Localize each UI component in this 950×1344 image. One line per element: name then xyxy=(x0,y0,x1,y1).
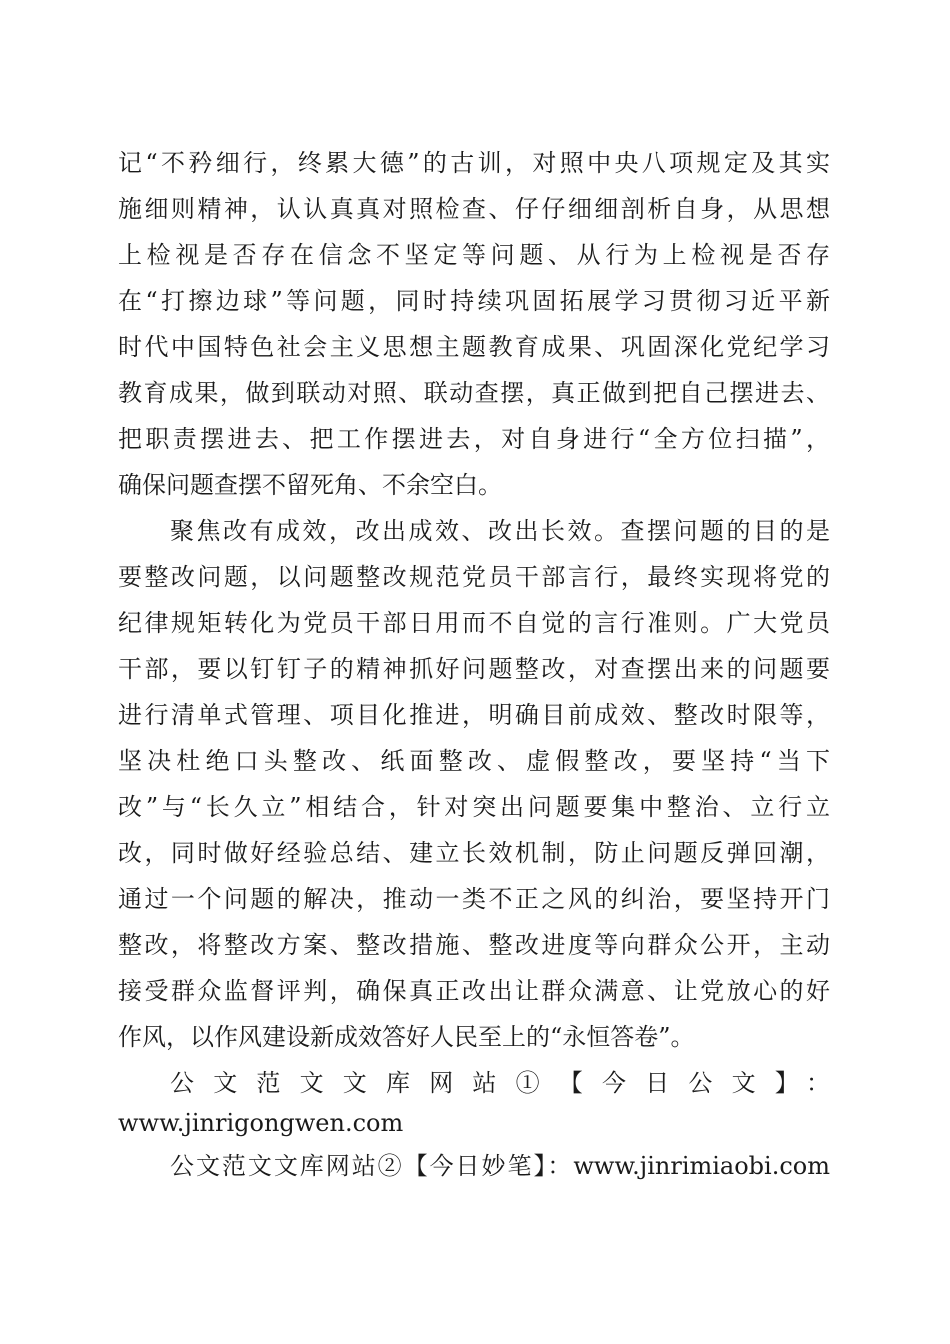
paragraph-line: 干部，要以钉钉子的精神抓好问题整改，对查摆出来的问题要 xyxy=(118,655,830,683)
paragraph-line: 通过一个问题的解决，推动一类不正之风的纠治，要坚持开门 xyxy=(118,885,830,913)
paragraph-line: 要整改问题，以问题整改规范党员干部言行，最终实现将党的 xyxy=(118,563,830,591)
website-label-1: 公文范文文库网站①【今日公文】： xyxy=(170,1069,830,1097)
paragraph-line: 把职责摆进去、把工作摆进去，对自身进行“全方位扫描”， xyxy=(118,425,830,453)
website-line-2: 公文范文文库网站②【今日妙笔】：www.jinrimiaobi.com xyxy=(170,1152,830,1180)
paragraph-line: 施细则精神，认认真真对照检查、仔仔细细剖析自身，从思想 xyxy=(118,195,830,223)
paragraph-line: 教育成果，做到联动对照、联动查摆，真正做到把自己摆进去、 xyxy=(118,379,830,407)
paragraph-line: 上检视是否存在信念不坚定等问题、从行为上检视是否存 xyxy=(118,241,830,269)
paragraph-line: 接受群众监督评判，确保真正改出让群众满意、让党放心的好 xyxy=(118,977,830,1005)
website-url-1: www.jinrigongwen.com xyxy=(118,1109,404,1137)
paragraph-line: 整改，将整改方案、整改措施、整改进度等向群众公开，主动 xyxy=(118,931,830,959)
paragraph-line: 聚焦改有成效，改出成效、改出长效。查摆问题的目的是 xyxy=(170,517,830,545)
paragraph-line: 进行清单式管理、项目化推进，明确目前成效、整改时限等， xyxy=(118,701,830,729)
paragraph-line: 记“不矜细行，终累大德”的古训，对照中央八项规定及其实 xyxy=(118,149,830,177)
paragraph-line: 纪律规矩转化为党员干部日用而不自觉的言行准则。广大党员 xyxy=(118,609,830,637)
paragraph-line: 坚决杜绝口头整改、纸面整改、虚假整改，要坚持“当下 xyxy=(118,747,830,775)
paragraph-line: 改”与“长久立”相结合，针对突出问题要集中整治、立行立 xyxy=(118,793,830,821)
paragraph-line: 在“打擦边球”等问题，同时持续巩固拓展学习贯彻习近平新 xyxy=(118,287,830,315)
paragraph-line: 改，同时做好经验总结、建立长效机制，防止问题反弹回潮， xyxy=(118,839,830,867)
paragraph-line: 作风，以作风建设新成效答好人民至上的“永恒答卷”。 xyxy=(118,1023,695,1051)
paragraph-line: 确保问题查摆不留死角、不余空白。 xyxy=(118,471,502,499)
paragraph-line: 时代中国特色社会主义思想主题教育成果、巩固深化党纪学习 xyxy=(118,333,830,361)
